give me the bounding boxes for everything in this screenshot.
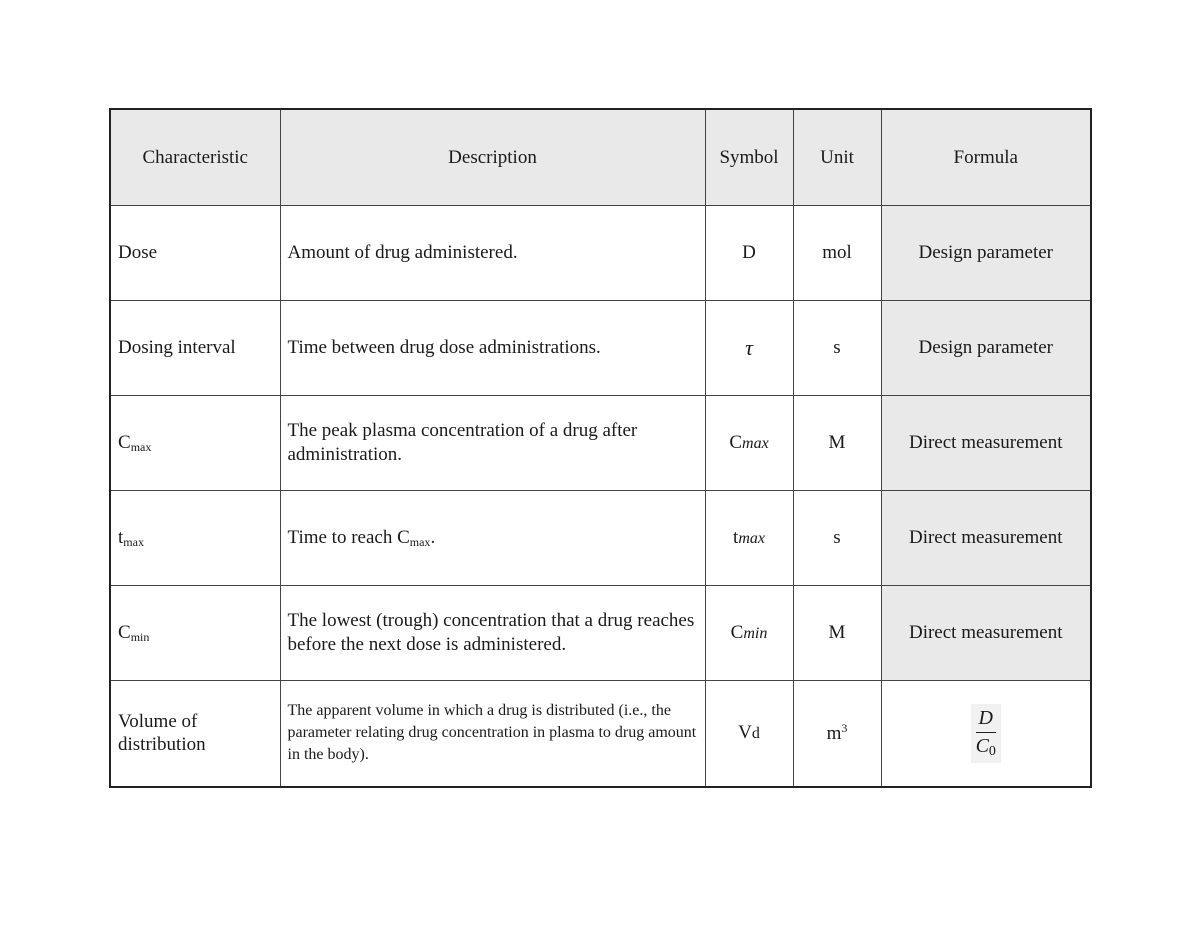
characteristic-cell: Cmax	[110, 396, 280, 491]
table-row-volume-of-distribution	[110, 681, 1091, 787]
formula-cell: Direct measurement	[881, 491, 1091, 586]
unit-cell: mol	[793, 206, 881, 301]
symbol-cell: Vd	[705, 681, 793, 787]
symbol-cell: Cmin	[705, 586, 793, 681]
unit-cell: s	[793, 301, 881, 396]
description-cell: Time to reach Cmax.	[280, 491, 705, 586]
table-row-cmin	[110, 586, 1091, 681]
formula-cell: Direct measurement	[881, 586, 1091, 681]
characteristic-cell: Dosing interval	[110, 301, 280, 396]
description-cell: Amount of drug administered.	[280, 206, 705, 301]
description-cell: The apparent volume in which a drug is distributed (i.e., the parameter relating drug concentration in plasma to drug amount in the body).	[280, 681, 705, 787]
symbol-cell: tmax	[705, 491, 793, 586]
symbol-cell: D	[705, 206, 793, 301]
formula-fraction	[971, 704, 1001, 763]
header-unit: Unit	[793, 109, 881, 206]
fraction-denominator: C0	[975, 734, 996, 759]
header-formula: Formula	[881, 109, 1091, 206]
header-row	[110, 109, 1091, 206]
formula-cell: Design parameter	[881, 206, 1091, 301]
characteristic-cell: Cmin	[110, 586, 280, 681]
fraction-numerator: D	[976, 707, 996, 733]
unit-cell: M	[793, 396, 881, 491]
formula-cell: Direct measurement	[881, 396, 1091, 491]
table-row-dose	[110, 206, 1091, 301]
header-characteristic: Characteristic	[110, 109, 280, 206]
header-description: Description	[280, 109, 705, 206]
description-cell: Time between drug dose administrations.	[280, 301, 705, 396]
table-row-dosing-interval	[110, 301, 1091, 396]
characteristic-cell: Dose	[110, 206, 280, 301]
characteristic-cell: tmax	[110, 491, 280, 586]
characteristic-cell: Volume of distribution	[110, 681, 280, 787]
description-cell: The peak plasma concentration of a drug after administration.	[280, 396, 705, 491]
unit-cell: s	[793, 491, 881, 586]
header-symbol: Symbol	[705, 109, 793, 206]
formula-cell	[881, 681, 1091, 787]
unit-cell: $m^3$	[793, 681, 881, 787]
description-cell: The lowest (trough) concentration that a drug reaches before the next dose is administered.	[280, 586, 705, 681]
table-row-cmax	[110, 396, 1091, 491]
formula-cell: Design parameter	[881, 301, 1091, 396]
unit-cell: M	[793, 586, 881, 681]
pharmacokinetics-table	[109, 108, 1092, 788]
symbol-tau: τ	[745, 335, 753, 361]
symbol-cell: Cmax	[705, 396, 793, 491]
table-row-tmax	[110, 491, 1091, 586]
symbol-cell	[705, 301, 793, 396]
